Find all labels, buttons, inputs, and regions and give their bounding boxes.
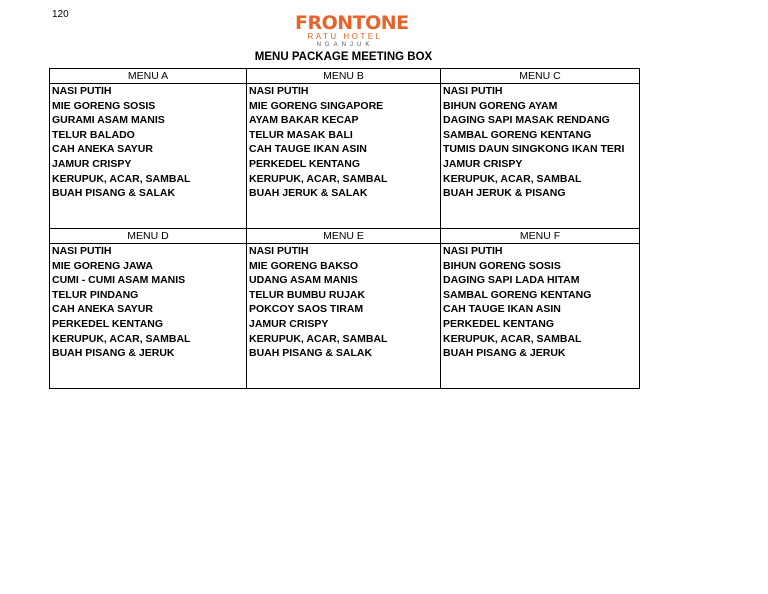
menu-item: CAH ANEKA SAYUR xyxy=(52,303,153,316)
menu-item: KERUPUK, ACAR, SAMBAL xyxy=(52,172,191,185)
menu-item: NASI PUTIH xyxy=(249,85,309,97)
menu-item: BUAH PISANG & JERUK xyxy=(52,347,175,360)
menu-name: MENU D xyxy=(50,229,247,244)
menu-item: TUMIS DAUN SINGKONG IKAN TERI xyxy=(443,143,625,156)
menu-item: POKCOY SAOS TIRAM xyxy=(249,303,364,316)
menu-item: TELUR MASAK BALI xyxy=(249,128,353,141)
menu-item: CAH TAUGE IKAN ASIN xyxy=(443,303,561,316)
document-title: MENU PACKAGE MEETING BOX xyxy=(254,51,433,63)
menu-item: NASI PUTIH xyxy=(52,245,112,257)
menu-item: CUMI - CUMI ASAM MANIS xyxy=(52,274,186,287)
page-number: 120 xyxy=(52,9,69,20)
menu-item-list xyxy=(441,244,640,389)
menu-header-row xyxy=(50,229,640,244)
menu-item: TELUR BUMBU RUJAK xyxy=(249,288,366,301)
menu-name: MENU C xyxy=(441,69,640,84)
menu-item-list xyxy=(441,84,640,229)
menu-items-row xyxy=(50,84,640,229)
menu-table xyxy=(49,68,640,389)
menu-item: UDANG ASAM MANIS xyxy=(249,274,358,287)
menu-item: KERUPUK, ACAR, SAMBAL xyxy=(443,332,582,345)
logo-subtitle: RATU HOTEL xyxy=(307,32,383,41)
menu-item: CAH TAUGE IKAN ASIN xyxy=(249,143,367,156)
menu-item: MIE GORENG JAWA xyxy=(52,259,153,272)
menu-item: NASI PUTIH xyxy=(52,85,112,97)
menu-item: JAMUR CRISPY xyxy=(443,157,523,170)
menu-item-list xyxy=(50,84,247,229)
menu-item: MIE GORENG SINGAPORE xyxy=(249,99,384,112)
menu-item: KERUPUK, ACAR, SAMBAL xyxy=(52,332,191,345)
menu-item: BIHUN GORENG SOSIS xyxy=(443,259,561,272)
menu-item: BUAH PISANG & SALAK xyxy=(52,187,176,200)
menu-item: NASI PUTIH xyxy=(249,245,309,257)
menu-item-list xyxy=(247,84,441,229)
logo-brand-text: FRONTONE xyxy=(295,12,409,34)
menu-name: MENU E xyxy=(247,229,441,244)
menu-item: MIE GORENG BAKSO xyxy=(249,259,359,272)
menu-name: MENU F xyxy=(441,229,640,244)
menu-item: BUAH PISANG & SALAK xyxy=(249,347,373,360)
menu-item: BUAH PISANG & JERUK xyxy=(443,347,566,360)
menu-item: SAMBAL GORENG KENTANG xyxy=(443,288,592,301)
menu-item: GURAMI ASAM MANIS xyxy=(52,114,165,127)
logo-city: NGANJUK xyxy=(316,42,374,48)
menu-item: TELUR PINDANG xyxy=(52,288,139,301)
menu-item: BUAH JERUK & SALAK xyxy=(249,187,368,200)
menu-item: AYAM BAKAR KECAP xyxy=(249,114,359,127)
menu-item: JAMUR CRISPY xyxy=(249,317,329,330)
menu-item: PERKEDEL KENTANG xyxy=(249,157,361,170)
menu-item: KERUPUK, ACAR, SAMBAL xyxy=(443,172,582,185)
menu-item: SAMBAL GORENG KENTANG xyxy=(443,128,592,141)
menu-item: KERUPUK, ACAR, SAMBAL xyxy=(249,332,388,345)
menu-item: CAH ANEKA SAYUR xyxy=(52,143,153,156)
menu-item: KERUPUK, ACAR, SAMBAL xyxy=(249,172,388,185)
menu-item: DAGING SAPI MASAK RENDANG xyxy=(443,114,610,127)
menu-item: NASI PUTIH xyxy=(443,85,503,97)
menu-item: NASI PUTIH xyxy=(443,245,503,257)
menu-item-list xyxy=(247,244,441,389)
menu-name: MENU B xyxy=(247,69,441,84)
menu-header-row xyxy=(50,69,640,84)
menu-name: MENU A xyxy=(50,69,247,84)
menu-item: BIHUN GORENG AYAM xyxy=(443,99,558,112)
menu-item: BUAH JERUK & PISANG xyxy=(443,187,566,200)
menu-item: PERKEDEL KENTANG xyxy=(52,317,164,330)
menu-item: MIE GORENG SOSIS xyxy=(52,99,156,112)
hotel-logo xyxy=(295,12,409,49)
menu-item: TELUR BALADO xyxy=(52,128,135,141)
menu-item: DAGING SAPI LADA HITAM xyxy=(443,274,580,287)
menu-items-row xyxy=(50,244,640,389)
menu-item-list xyxy=(50,244,247,389)
menu-item: PERKEDEL KENTANG xyxy=(443,317,555,330)
menu-item: JAMUR CRISPY xyxy=(52,157,132,170)
